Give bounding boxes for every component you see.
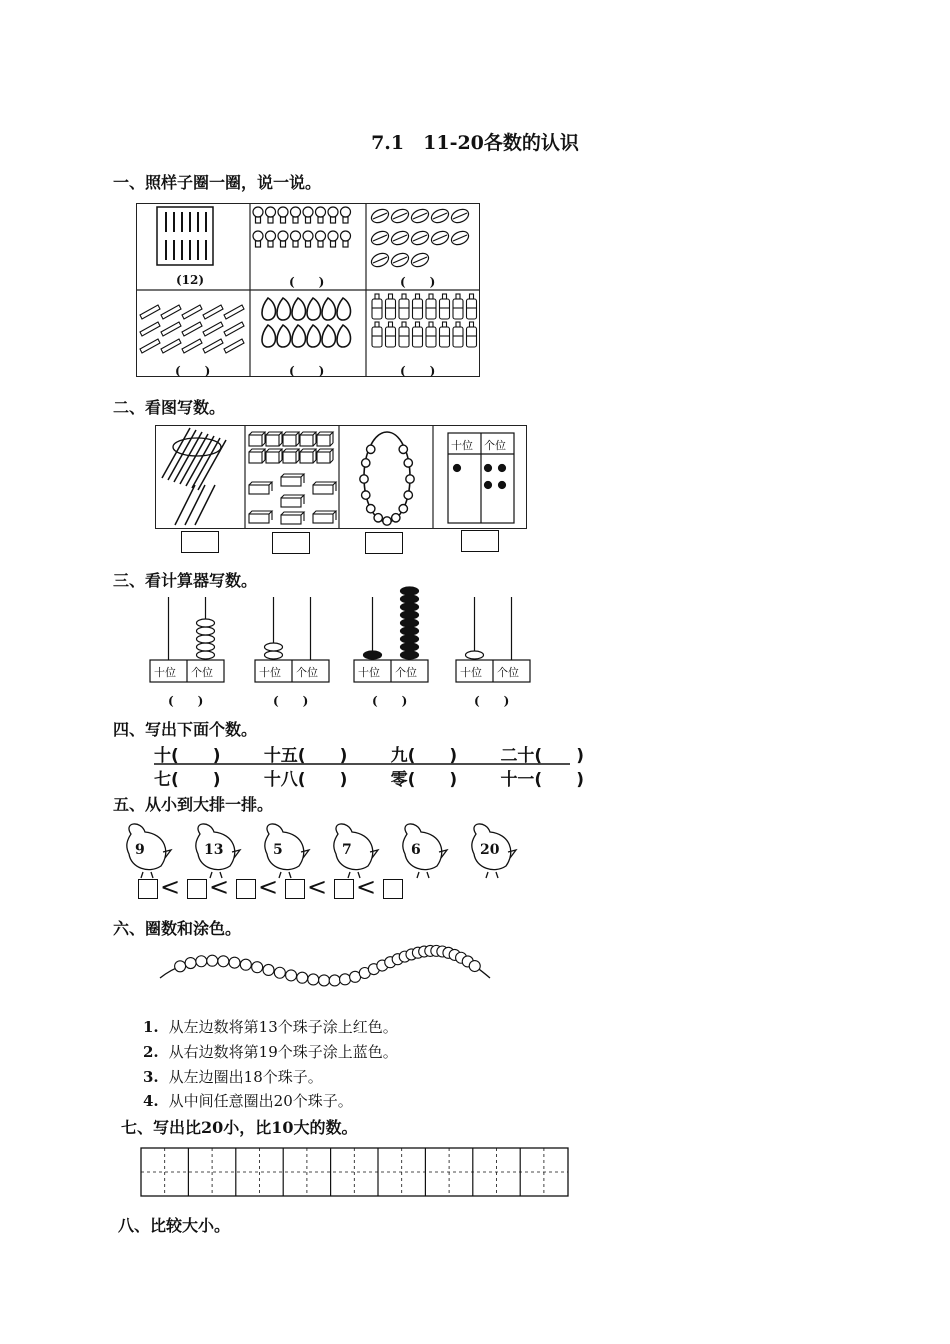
less-than-sign: < xyxy=(209,873,230,901)
section-8-heading: 八、比较大小。 xyxy=(118,1216,231,1235)
item[interactable]: 十八( ) xyxy=(263,770,348,790)
ones-label: 个位 xyxy=(395,666,417,679)
item[interactable]: 九( ) xyxy=(390,746,458,766)
section-6-heading: 六、圈数和涂色。 xyxy=(113,919,242,938)
page-title: 7.1 11-20各数的认识 xyxy=(371,132,579,154)
tens-label: 十位 xyxy=(154,666,176,679)
chick-number: 6 xyxy=(411,842,421,858)
tens-label: 十位 xyxy=(358,666,380,679)
tens-label: 十位 xyxy=(451,439,473,452)
item[interactable]: 七( ) xyxy=(154,770,221,790)
ones-label: 个位 xyxy=(497,666,519,679)
answer-blank[interactable]: ( ) xyxy=(273,694,309,708)
answer-blank[interactable]: ( ) xyxy=(289,364,325,378)
section-7-heading: 七、写出比20小，比10大的数。 xyxy=(121,1118,358,1137)
answer-blank[interactable]: ( ) xyxy=(289,275,325,289)
chick-number: 13 xyxy=(204,842,224,858)
less-than-sign: < xyxy=(160,873,181,901)
chick-number: 20 xyxy=(480,842,500,858)
answer-blank[interactable]: ( ) xyxy=(175,364,211,378)
item[interactable]: 十五( ) xyxy=(263,746,348,766)
ones-label: 个位 xyxy=(296,666,318,679)
ones-label: 个位 xyxy=(484,439,506,452)
section-5-heading: 五、从小到大排一排。 xyxy=(113,795,274,814)
item[interactable]: 零( ) xyxy=(390,770,458,790)
example-answer: (12) xyxy=(176,273,205,287)
less-than-sign: < xyxy=(258,873,279,901)
instruction-1: 1. 从左边数将第13个珠子涂上红色。 xyxy=(143,1018,398,1036)
answer-blank[interactable]: ( ) xyxy=(400,275,436,289)
section-2-heading: 二、看图写数。 xyxy=(113,398,226,417)
item[interactable]: 十( ) xyxy=(154,746,221,766)
item[interactable]: 十一( ) xyxy=(500,770,584,790)
chick-number: 9 xyxy=(135,842,145,858)
tens-label: 十位 xyxy=(259,666,281,679)
answer-blank[interactable]: ( ) xyxy=(400,364,436,378)
instruction-2: 2. 从右边数将第19个珠子涂上蓝色。 xyxy=(143,1043,398,1061)
ones-label: 个位 xyxy=(191,666,213,679)
less-than-sign: < xyxy=(356,873,377,901)
section-3-heading: 三、看计算器写数。 xyxy=(113,571,258,590)
answer-blank[interactable]: ( ) xyxy=(168,694,204,708)
instruction-3: 3. 从左边圈出18个珠子。 xyxy=(143,1068,323,1086)
answer-blank[interactable]: ( ) xyxy=(372,694,408,708)
section-1-heading: 一、照样子圈一圈，说一说。 xyxy=(113,173,322,192)
section-4-heading: 四、写出下面个数。 xyxy=(113,720,258,739)
tens-label: 十位 xyxy=(460,666,482,679)
answer-blank[interactable]: ( ) xyxy=(474,694,510,708)
chick-number: 5 xyxy=(273,842,283,858)
instruction-4: 4. 从中间任意圈出20个珠子。 xyxy=(143,1092,353,1110)
less-than-sign: < xyxy=(307,873,328,901)
chick-number: 7 xyxy=(342,842,352,858)
item[interactable]: 二十( ) xyxy=(500,746,584,766)
